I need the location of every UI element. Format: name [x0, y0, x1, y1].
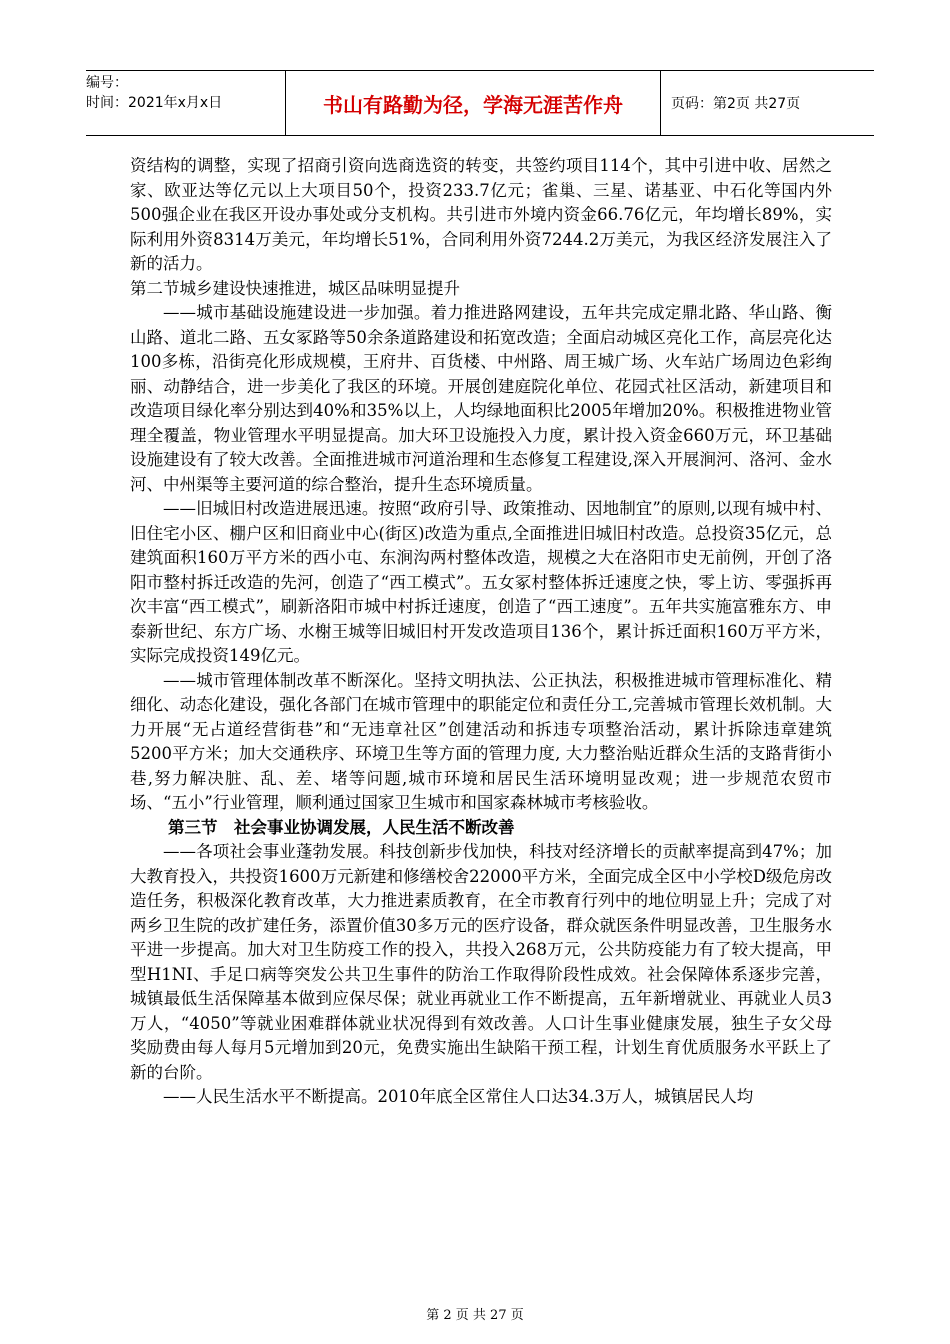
- paragraph: ——人民生活水平不断提高。2010年底全区常住人口达34.3万人，城镇居民人均: [163, 1087, 754, 1106]
- section-heading-3: 第三节 社会事业协调发展，人民生活不断改善: [168, 817, 515, 837]
- header-page-info: 页码：第2页 共27页: [671, 96, 801, 112]
- header-meta: [86, 71, 286, 135]
- paragraph: ——各项社会事业蓬勃发展。科技创新步伐加快，科技对经济增长的贡献率提高到47%；加大教育投入，共投资1600万元新建和修缮校舍22000平方米，全面完成全区中小学校D级危房改造任务，积极深化教育改革，大力推进素质教育，在全市教育行列中的地位明显上升；完成了对两乡卫生院的改扩建任务，添置价值30多万元的医疗设备，群众就医条件明显改善，卫生服务水平进一步提高。加大对卫生防疫工作的投入，共投入268万元，公共防疫能力有了较大提高，甲型H1NI、手足口病等突发公共卫生事件的防治工作取得阶段性成效。社会保障体系逐步完善，城镇最低生活保障基本做到应保尽保；就业再就业工作不断提高，五年新增就业、再就业人员3万人，“4050”等就业困难群体就业状况得到有效改善。人口计生事业健康发展，独生子女父母奖励费由每人每月5元增加到20元，免费实施出生缺陷干预工程，计划生育优质服务水平跃上了新的台阶。: [130, 842, 832, 1082]
- paragraph: 资结构的调整，实现了招商引资向选商选资的转变，共签约项目114个，其中引进中收、居然之家、欧亚达等亿元以上大项目50个，投资233.7亿元；雀巢、三星、诺基亚、中石化等国内外500强企业在我区开设办事处或分支机构。共引进市外境内资金66.76亿元，年均增长89%，实际利用外资8314万美元，年均增长51%，合同利用外资7244.2万美元，为我区经济发展注入了新的活力。: [130, 156, 832, 273]
- document-number-label: 编号：: [86, 75, 128, 91]
- document-body: [130, 154, 832, 1110]
- header-motto: 书山有路勤为径，学海无涯苦作舟: [286, 71, 661, 135]
- paragraph: ——旧城旧村改造进展迅速。按照“政府引导、政策推动、因地制宜”的原则,以现有城中村、旧住宅小区、棚户区和旧商业中心(街区)改造为重点,全面推进旧城旧村改造。总投资35亿元，总建筑面积160万平方米的西小屯、东涧沟两村整体改造，规模之大在洛阳市史无前例，开创了洛阳市整村拆迁改造的先河，创造了“西工模式”。五女冢村整体拆迁速度之快，零上访、零强拆再次丰富“西工模式”，刷新洛阳市城中村拆迁速度，创造了“西工速度”。五年共实施富雅东方、申泰新世纪、东方广场、水榭王城等旧城旧村开发改造项目136个，累计拆迁面积160万平方米，实际完成投资149亿元。: [130, 499, 832, 665]
- document-date: 时间：2021年x月x日: [86, 95, 223, 111]
- page-header: [86, 70, 874, 136]
- paragraph: ——城市管理体制改革不断深化。坚持文明执法、公正执法，积极推进城市管理标准化、精细化、动态化建设，强化各部门在城市管理中的职能定位和责任分工,完善城市管理长效机制。大力开展“无占道经营街巷”和“无违章社区”创建活动和拆违专项整治活动，累计拆除违章建筑5200平方米；加大交通秩序、环境卫生等方面的管理力度, 大力整治贴近群众生活的支路背街小巷,努力解决脏、乱、差、堵等问题,城市环境和居民生活环境明显改观；进一步规范农贸市场、“五小”行业管理，顺利通过国家卫生城市和国家森林城市考核验收。: [130, 670, 832, 812]
- section-heading-2: 第二节城乡建设快速推进，城区品味明显提升: [130, 278, 460, 298]
- paragraph: ——城市基础设施建设进一步加强。着力推进路网建设，五年共完成定鼎北路、华山路、衡山路、道北二路、五女冢路等50余条道路建设和拓宽改造；全面启动城区亮化工作，高层亮化达100多栋，沿街亮化形成规模，王府井、百货楼、中州路、周王城广场、火车站广场周边色彩绚丽、动静结合，进一步美化了我区的环境。开展创建庭院化单位、花园式社区活动，新建项目和改造项目绿化率分别达到40%和35%以上，人均绿地面积比2005年增加20%。积极推进物业管理全覆盖，物业管理水平明显提高。加大环卫设施投入力度，累计投入资金660万元，环卫基础设施建设有了较大改善。全面推进城市河道治理和生态修复工程建设,深入开展涧河、洛河、金水河、中州渠等主要河道的综合整治，提升生态环境质量。: [130, 303, 832, 494]
- page-footer: 第 2 页 共 27 页: [426, 1308, 524, 1323]
